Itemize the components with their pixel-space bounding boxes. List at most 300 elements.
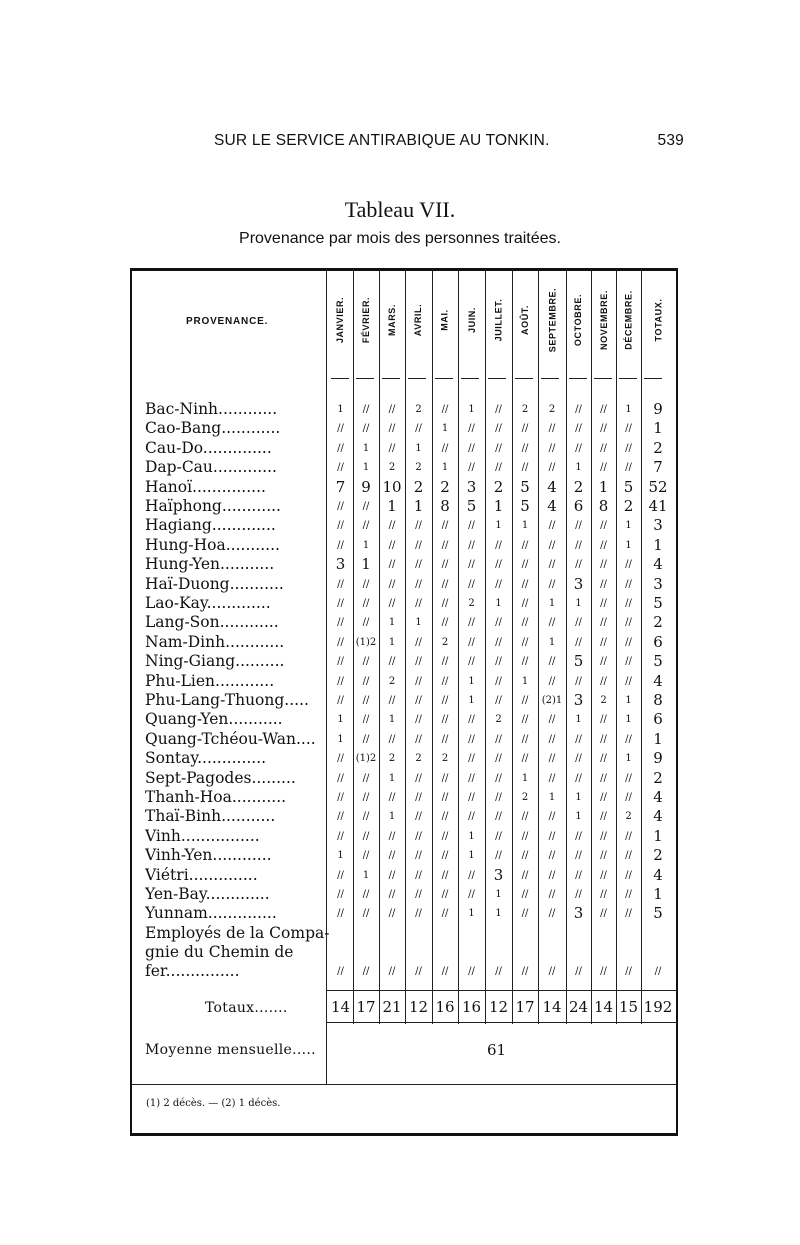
table-cell: 1 — [468, 850, 475, 862]
table-cell: 1 — [575, 811, 582, 823]
table-cell: // — [495, 772, 502, 784]
table-cell: 1 — [441, 462, 449, 474]
table-cell: // — [337, 656, 344, 668]
table-cell: // — [388, 404, 396, 415]
table-cell: 2 — [573, 477, 584, 496]
table-cell: 4 — [653, 865, 663, 884]
table-cell: // — [600, 965, 607, 977]
table-cell: // — [415, 830, 422, 842]
table-cell: 8 — [440, 497, 450, 515]
table-cell: // — [600, 520, 607, 532]
table-cell: // — [441, 869, 449, 881]
row-label: Hung-Yen........... — [145, 555, 275, 574]
row-label: Cau-Do.............. — [145, 438, 272, 457]
table-cell: 1 — [388, 714, 396, 726]
table-cell: // — [521, 462, 529, 474]
table-cell: // — [468, 965, 475, 977]
table-cell: // — [548, 656, 556, 668]
table-cell: // — [415, 965, 422, 977]
table-cell: // — [495, 830, 502, 842]
table-cell: 1 — [625, 520, 632, 532]
table-cell: // — [388, 578, 396, 590]
table-cell: // — [362, 792, 370, 803]
table-cell: 1 — [521, 520, 529, 532]
row-label: Yunnam.............. — [145, 904, 277, 923]
table-cell: // — [337, 869, 344, 881]
table-cell: // — [415, 636, 422, 648]
table-cell: 2 — [468, 598, 475, 609]
table-cell: 1 — [575, 598, 582, 609]
table-cell: 5 — [573, 652, 584, 671]
table-cell: // — [600, 908, 607, 920]
table-cell: 1 — [493, 497, 504, 515]
table-cell: 1 — [415, 617, 422, 629]
row-label: Quang-Yen........... — [145, 710, 283, 729]
column-header — [460, 272, 484, 368]
table-cell: 1 — [625, 714, 632, 726]
table-cell: // — [625, 423, 632, 435]
table-cell: // — [362, 965, 370, 977]
row-label: Hung-Hoa........... — [145, 535, 280, 554]
table-cell: 9 — [653, 749, 663, 768]
table-cell: // — [495, 404, 502, 415]
totals-cell: 12 — [488, 998, 509, 1016]
table-cell: // — [575, 869, 582, 881]
table-cell: // — [625, 792, 632, 803]
table-cell: 41 — [648, 497, 668, 515]
table-cell: // — [600, 714, 607, 726]
table-cell: // — [548, 772, 556, 784]
header-rule — [435, 378, 453, 379]
table-cell: // — [337, 965, 344, 977]
table-cell: // — [575, 539, 582, 551]
table-cell: // — [337, 539, 344, 551]
totals-cell: 17 — [515, 998, 535, 1016]
table-cell: // — [441, 617, 449, 629]
table-cell: // — [441, 442, 449, 454]
table-cell: // — [415, 792, 422, 803]
table-cell: // — [441, 559, 449, 571]
table-cell: 1 — [337, 850, 344, 862]
table-cell: 2 — [441, 753, 449, 765]
table-cell: 1 — [653, 826, 663, 845]
row-label: Yen-Bay............. — [145, 885, 270, 903]
table-cell: // — [521, 830, 529, 842]
table-cell: // — [495, 559, 502, 571]
table-cell: // — [600, 539, 607, 551]
table-cell: // — [495, 965, 502, 977]
table-cell: // — [575, 675, 582, 687]
table-cell: // — [362, 850, 370, 862]
totals-cell: 16 — [461, 998, 482, 1016]
table-cell: 1 — [362, 869, 370, 881]
table-cell: // — [521, 908, 529, 920]
table-cell: // — [625, 889, 632, 900]
table-cell: // — [337, 908, 344, 920]
table-cell: // — [600, 889, 607, 900]
table-cell: // — [600, 772, 607, 784]
table-cell: // — [388, 965, 396, 977]
table-cell: // — [441, 811, 449, 823]
table-cell: 3 — [653, 516, 663, 535]
column-header-label: AVRIL. — [413, 303, 424, 337]
table-cell: // — [521, 965, 529, 977]
table-cell: // — [521, 714, 529, 726]
table-cell: 9 — [361, 477, 371, 496]
row-label: Dap-Cau............. — [145, 458, 277, 477]
table-cell: 1 — [548, 636, 556, 648]
column-header-label: JANVIER. — [335, 296, 346, 344]
header-rule — [488, 378, 506, 379]
table-cell: // — [600, 442, 607, 454]
table-cell: 1 — [495, 598, 502, 609]
page-number: 539 — [657, 132, 684, 149]
table-cell: // — [388, 908, 396, 920]
table-cell: // — [521, 695, 529, 706]
table-cell: // — [625, 830, 632, 842]
table-cell: 1 — [653, 535, 663, 554]
header-rule — [619, 378, 637, 379]
table-cell: // — [600, 423, 607, 435]
table-cell: 9 — [653, 400, 663, 418]
table-cell: // — [625, 733, 632, 745]
table-cell: 2 — [493, 477, 504, 496]
table-cell: // — [337, 423, 344, 435]
table-cell: // — [362, 617, 370, 629]
table-cell: // — [388, 733, 396, 745]
table-cell: // — [521, 617, 529, 629]
table-cell: // — [362, 423, 370, 435]
table-cell: 2 — [415, 462, 422, 474]
table-cell: // — [415, 598, 422, 609]
table-cell: // — [495, 695, 502, 706]
table-cell: 5 — [653, 594, 663, 612]
table-cell: 1 — [575, 462, 582, 474]
header-rule — [541, 378, 559, 379]
table-cell: 1 — [521, 772, 529, 784]
table-cell: // — [337, 772, 344, 784]
table-cell: // — [521, 733, 529, 745]
table-cell: 5 — [520, 477, 530, 496]
table-cell: 1 — [575, 714, 582, 726]
table-cell: // — [415, 675, 422, 687]
table-cell: // — [548, 617, 556, 629]
table-cell: 1 — [468, 695, 475, 706]
table-cell: 1 — [625, 539, 632, 551]
header-rule — [569, 378, 587, 379]
column-header-label: SEPTEMBRE. — [547, 287, 558, 353]
column-header — [592, 272, 616, 368]
table-cell: // — [625, 617, 632, 629]
table-cell: // — [548, 462, 556, 474]
table-cell: // — [495, 617, 502, 629]
column-header — [513, 272, 537, 368]
table-cell: 2 — [521, 792, 529, 803]
column-header-label: FÉVRIER. — [361, 296, 371, 344]
table-cell: // — [388, 830, 396, 842]
table-cell: // — [415, 539, 422, 551]
table-cell: 10 — [382, 477, 402, 496]
table-cell: 1 — [388, 772, 396, 784]
table-cell: // — [495, 423, 502, 435]
footnote: (1) 2 décès. — (2) 1 décès. — [146, 1098, 281, 1109]
table-cell: // — [625, 656, 632, 668]
totals-rule — [326, 990, 676, 991]
totals-cell: 12 — [408, 998, 429, 1016]
column-header — [433, 272, 457, 368]
moyenne-rule — [326, 1084, 676, 1085]
table-cell: 2 — [413, 477, 424, 496]
table-cell: // — [521, 753, 529, 765]
table-cell: // — [495, 733, 502, 745]
table-cell: // — [495, 850, 502, 862]
table-cell: 1 — [388, 617, 396, 629]
table-cell: // — [441, 965, 449, 977]
table-cell: // — [441, 656, 449, 668]
table-cell: // — [521, 559, 529, 571]
table-cell: // — [468, 889, 475, 900]
table-cell: 1 — [468, 675, 475, 687]
table-cell: // — [362, 733, 370, 745]
table-cell: // — [362, 830, 370, 842]
row-label: Bac-Ninh............ — [145, 400, 278, 418]
table-cell: // — [548, 830, 556, 842]
table-cell: // — [337, 598, 344, 609]
table-cell: // — [521, 636, 529, 648]
column-header-label: MARS. — [387, 304, 397, 336]
table-cell: // — [548, 850, 556, 862]
table-cell: 1 — [415, 442, 422, 454]
table-cell: 5 — [653, 904, 663, 923]
row-label: Lang-Son............ — [145, 613, 279, 632]
employes-label-line: gnie du Chemin de — [145, 942, 294, 961]
table-cell: // — [362, 695, 370, 706]
table-cell: // — [415, 850, 422, 862]
table-cell: // — [521, 578, 529, 590]
table-cell: // — [575, 889, 582, 900]
table-cell: // — [337, 442, 344, 454]
table-cell: (2)1 — [541, 695, 563, 706]
table-cell: // — [388, 792, 396, 803]
table-cell: 1 — [468, 404, 475, 415]
table-cell: // — [548, 442, 556, 454]
column-header — [329, 272, 353, 368]
table-cell: // — [548, 520, 556, 532]
table-cell: 1 — [653, 885, 663, 903]
table-cell: // — [548, 753, 556, 765]
table-cell: (1)2 — [355, 753, 377, 765]
totals-cell: 17 — [356, 998, 376, 1016]
row-label: Vinh-Yen............ — [145, 846, 272, 865]
table-cell: 5 — [653, 652, 663, 671]
table-cell: // — [575, 520, 582, 532]
totals-cell: 192 — [643, 998, 673, 1016]
table-cell: // — [415, 520, 422, 532]
table-cell: // — [468, 559, 475, 571]
column-header — [407, 272, 431, 368]
table-cell: // — [495, 811, 502, 823]
row-label: Sept-Pagodes......... — [145, 768, 296, 787]
table-cell: // — [468, 792, 475, 803]
table-cell: 2 — [600, 695, 607, 706]
table-cell: // — [600, 811, 607, 823]
table-cell: // — [600, 559, 607, 571]
table-cell: 6 — [653, 710, 663, 729]
table-cell: // — [600, 462, 607, 474]
table-cell: 5 — [623, 477, 634, 496]
table-cell: // — [575, 850, 582, 862]
table-cell: // — [600, 617, 607, 629]
table-cell: 5 — [466, 497, 477, 515]
running-head-title: SUR LE SERVICE ANTIRABIQUE AU TONKIN. — [214, 132, 550, 149]
table-cell: 2 — [653, 846, 663, 865]
header-rule — [356, 378, 374, 379]
table-cell: // — [654, 965, 662, 977]
table-cell: // — [600, 733, 607, 745]
table-cell: 1 — [361, 555, 371, 574]
table-cell: 2 — [653, 768, 663, 787]
table-cell: // — [468, 617, 475, 629]
table-cell: 2 — [415, 404, 422, 415]
table-cell: // — [441, 695, 449, 706]
table-cell: // — [521, 656, 529, 668]
table-cell: 1 — [388, 811, 396, 823]
table-cell: 3 — [573, 574, 584, 593]
table-cell: // — [337, 753, 344, 765]
column-header — [380, 272, 404, 368]
table-cell: // — [575, 753, 582, 765]
column-header — [540, 272, 564, 368]
table-cell: // — [468, 442, 475, 454]
row-label: Quang-Tchéou-Wan.... — [145, 729, 316, 748]
table-cell: // — [575, 733, 582, 745]
table-cell: // — [600, 753, 607, 765]
table-cell: // — [625, 442, 632, 454]
row-label: Hanoï............... — [145, 477, 266, 496]
totals-bottom-rule — [326, 1022, 676, 1023]
table-cell: 8 — [598, 497, 609, 515]
table-subtitle: Provenance par mois des personnes traitées. — [239, 230, 561, 247]
table-cell: // — [625, 965, 632, 977]
table-cell: // — [415, 695, 422, 706]
table-cell: // — [495, 792, 502, 803]
table-cell: // — [495, 578, 502, 590]
table-cell: 1 — [625, 753, 632, 765]
table-cell: // — [548, 869, 556, 881]
table-cell: 1 — [598, 477, 609, 496]
table-cell: // — [468, 462, 475, 474]
table-cell: // — [388, 598, 396, 609]
column-header — [646, 272, 670, 368]
table-cell: // — [468, 772, 475, 784]
table-cell: // — [600, 830, 607, 842]
table-cell: // — [495, 462, 502, 474]
table-cell: // — [362, 501, 370, 512]
table-cell: // — [495, 442, 502, 454]
table-cell: 4 — [653, 671, 663, 690]
header-rule — [382, 378, 400, 379]
table-cell: 2 — [653, 438, 663, 457]
table-cell: 1 — [575, 792, 582, 803]
table-cell: // — [548, 965, 556, 977]
moyenne-label: Moyenne mensuelle..... — [145, 1042, 316, 1058]
table-cell: 7 — [653, 458, 663, 477]
table-cell: 1 — [441, 423, 449, 435]
table-cell: // — [441, 772, 449, 784]
table-cell: // — [337, 675, 344, 687]
table-cell: // — [625, 462, 632, 474]
table-cell: // — [337, 462, 344, 474]
table-cell: 1 — [521, 675, 529, 687]
table-cell: // — [495, 753, 502, 765]
totals-cell: 16 — [435, 998, 455, 1016]
table-cell: 3 — [466, 477, 477, 496]
totals-cell: 15 — [618, 998, 639, 1016]
table-cell: // — [495, 656, 502, 668]
table-cell: 52 — [648, 477, 668, 496]
table-cell: 2 — [441, 636, 449, 648]
table-cell: // — [415, 869, 422, 881]
table-cell: // — [575, 423, 582, 435]
table-cell: 1 — [495, 908, 502, 920]
table-cell: // — [441, 792, 449, 803]
table-cell: 2 — [625, 811, 632, 823]
table-cell: // — [388, 520, 396, 532]
table-cell: // — [468, 753, 475, 765]
table-cell: // — [575, 965, 582, 977]
table-cell: // — [388, 559, 396, 571]
table-cell: // — [548, 908, 556, 920]
table-cell: 1 — [388, 636, 396, 648]
table-cell: 1 — [337, 714, 344, 726]
table-cell: // — [575, 772, 582, 784]
table-cell: // — [468, 714, 475, 726]
table-cell: 4 — [653, 807, 663, 826]
table-cell: // — [548, 733, 556, 745]
table-cell: // — [337, 636, 344, 648]
column-header — [354, 272, 378, 368]
table-cell: // — [415, 423, 422, 435]
table-cell: // — [441, 714, 449, 726]
table-cell: // — [600, 598, 607, 609]
table-cell: // — [495, 675, 502, 687]
employes-label-line: Employés de la Compa- — [145, 923, 330, 942]
table-cell: 1 — [495, 889, 502, 900]
table-cell: // — [362, 656, 370, 668]
table-cell: // — [388, 695, 396, 706]
table-cell: // — [415, 714, 422, 726]
column-header-label: DÉCEMBRE. — [623, 290, 634, 350]
table-cell: // — [600, 578, 607, 590]
row-label: Thaï-Binh........... — [145, 807, 276, 826]
table-cell: 1 — [653, 729, 663, 748]
table-cell: // — [388, 869, 396, 881]
table-cell: // — [600, 656, 607, 668]
row-label: Thanh-Hoa........... — [145, 788, 287, 806]
table-cell: // — [441, 520, 449, 532]
table-cell: 3 — [573, 904, 584, 923]
table-cell: // — [548, 423, 556, 435]
table-cell: // — [388, 889, 396, 900]
table-cell: // — [337, 889, 344, 900]
totals-cell: 14 — [330, 998, 351, 1016]
table-cell: // — [600, 404, 607, 415]
footnote-rule — [132, 1084, 326, 1085]
table-cell: // — [548, 811, 556, 823]
row-label: Haïphong............ — [145, 497, 281, 515]
table-cell: 1 — [468, 830, 475, 842]
table-cell: // — [468, 811, 475, 823]
